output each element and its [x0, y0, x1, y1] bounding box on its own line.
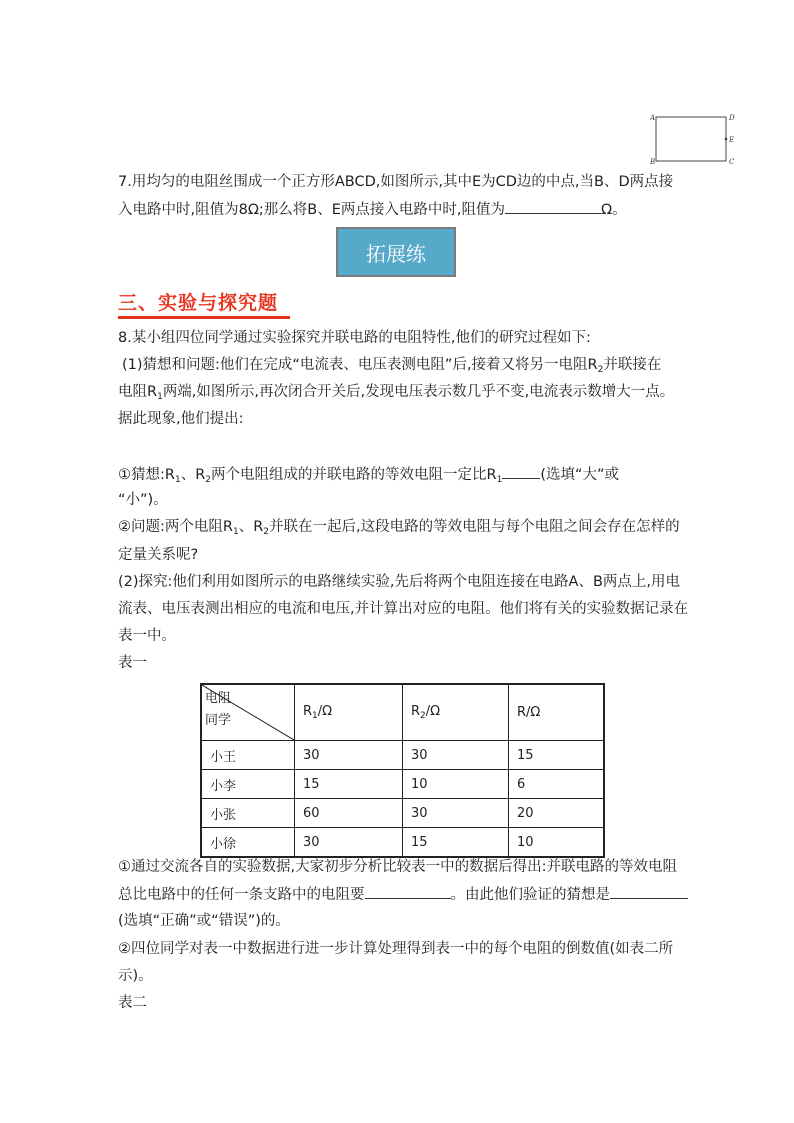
text: 、R [238, 519, 264, 535]
table-cell: 30 [403, 741, 509, 770]
further-line-1: ②四位同学对表一中数据进行进一步计算处理得到表一中的每个电阻的倒数值(如表二所 [118, 941, 674, 957]
q8-question-line-2: 定量关系呢? [118, 547, 199, 563]
text: 并联接在 [603, 357, 662, 373]
table-cell: 小王 [201, 741, 295, 770]
text: 并联在一起后,这段电路的等效电阻与每个电阻之间会存在怎样的 [269, 519, 680, 535]
q8-question-line-1 [118, 517, 680, 542]
text: ②问题:两个电阻R [118, 519, 233, 535]
text: R [303, 704, 313, 719]
table-cell: 10 [403, 770, 509, 799]
text: ①猜想:R [118, 467, 175, 483]
subscript: 1 [232, 527, 239, 537]
table-header-r1 [295, 684, 403, 741]
text: 电阻R [118, 384, 158, 400]
text: R/Ω [517, 705, 541, 720]
q8-part2-line-2: 流表、电压表测出相应的电流和电压,并计算出对应的电阻。他们将有关的实验数据记录在 [118, 601, 689, 617]
table-cell: 15 [403, 828, 509, 858]
corner-label-resistance: 电阻 [205, 691, 232, 706]
q7-answer-blank[interactable] [505, 199, 601, 214]
table-cell: 60 [295, 799, 403, 828]
q8-part1-line-1 [122, 355, 661, 380]
table-cell: 小李 [201, 770, 295, 799]
q8-part1-line-2 [118, 382, 674, 407]
subscript: 2 [263, 527, 270, 537]
figure-label-c: C [729, 158, 735, 166]
subscript: 1 [496, 475, 503, 485]
table-cell: 小张 [201, 799, 295, 828]
text: R [411, 704, 421, 719]
q7-unit: Ω。 [601, 202, 627, 218]
conclusion-line-1: ①通过交流各自的实验数据,大家初步分析比较表一中的数据后得出:并联电路的等效电阻 [118, 859, 677, 875]
text: 两端,如图所示,再次闭合开关后,发现电压表示数几乎不变,电流表示数增大一点。 [162, 384, 675, 400]
figure-label-e: E [729, 136, 735, 144]
corner-label-student: 同学 [205, 713, 232, 728]
figure-label-d: D [729, 114, 735, 122]
q7-line-2 [118, 199, 627, 220]
table-1-label: 表一 [118, 655, 147, 671]
further-line-2: 示)。 [118, 968, 153, 984]
figure-label-b: B [650, 158, 656, 166]
extension-practice-banner: 拓展练 [336, 227, 456, 277]
q7-line-2-text: 入电路中时,阻值为8Ω;那么将B、E两点接入电路中时,阻值为 [118, 202, 506, 218]
table-cell: 小徐 [201, 828, 295, 858]
subscript: 1 [174, 475, 181, 485]
text: 总比电路中的任何一条支路中的电阻要 [118, 887, 365, 903]
conclusion-blank-2[interactable] [610, 884, 688, 899]
subscript: 2 [597, 365, 604, 375]
subscript: 1 [312, 711, 318, 721]
q8-part2-line-1: (2)探究:他们利用如图所示的电路继续实验,先后将两个电阻连接在电路A、B两点上,用电 [118, 574, 681, 590]
table-cell: 30 [295, 741, 403, 770]
table-row [201, 770, 604, 799]
square-abcd-figure [650, 112, 742, 168]
section-heading-underline [118, 316, 290, 319]
table-header-row [201, 684, 604, 741]
table-row [201, 741, 604, 770]
subscript: 2 [420, 711, 426, 721]
q8-part1-line-3: 据此现象,他们提出: [118, 411, 244, 427]
q8-guess-line-1 [118, 464, 619, 490]
subscript: 1 [157, 392, 163, 402]
figure-label-a: A [650, 114, 656, 122]
table-2-label: 表二 [118, 995, 147, 1011]
table-header-r [509, 684, 605, 741]
text: 、R [180, 467, 206, 483]
table-cell: 30 [295, 828, 403, 858]
table-corner-cell [201, 684, 295, 741]
conclusion-line-2 [118, 884, 688, 905]
text: 。由此他们验证的猜想是 [450, 887, 610, 903]
table-cell: 20 [509, 799, 605, 828]
table-cell: 30 [403, 799, 509, 828]
q8-part2-line-3: 表一中。 [118, 628, 176, 644]
text: (1)猜想和问题:他们在完成“电流表、电压表测电阻”后,接着又将另一电阻R [122, 357, 598, 373]
table-header-r2 [403, 684, 509, 741]
data-table-1 [200, 683, 605, 858]
text: /Ω [425, 704, 441, 719]
table-cell: 6 [509, 770, 605, 799]
conclusion-blank-1[interactable] [365, 884, 451, 899]
text: /Ω [317, 704, 333, 719]
conclusion-line-3: (选填“正确”或“错误”)的。 [118, 913, 290, 929]
q7-line-1: 7.用均匀的电阻丝围成一个正方形ABCD,如图所示,其中E为CD边的中点,当B、D两点接 [118, 174, 674, 190]
table-cell: 10 [509, 828, 605, 858]
table-cell: 15 [295, 770, 403, 799]
table-row [201, 799, 604, 828]
q8-intro: 8.某小组四位同学通过实验探究并联电路的电阻特性,他们的研究过程如下: [118, 330, 591, 346]
q8-guess-line-2: “小”)。 [118, 492, 168, 508]
subscript: 2 [205, 475, 212, 485]
table-cell: 15 [509, 741, 605, 770]
guess-answer-blank[interactable] [502, 464, 540, 479]
section-heading: 三、实验与探究题 [118, 292, 279, 314]
table-row [201, 828, 604, 858]
text: (选填“大”或 [540, 467, 620, 483]
text: 两个电阻组成的并联电路的等效电阻一定比R [211, 467, 497, 483]
